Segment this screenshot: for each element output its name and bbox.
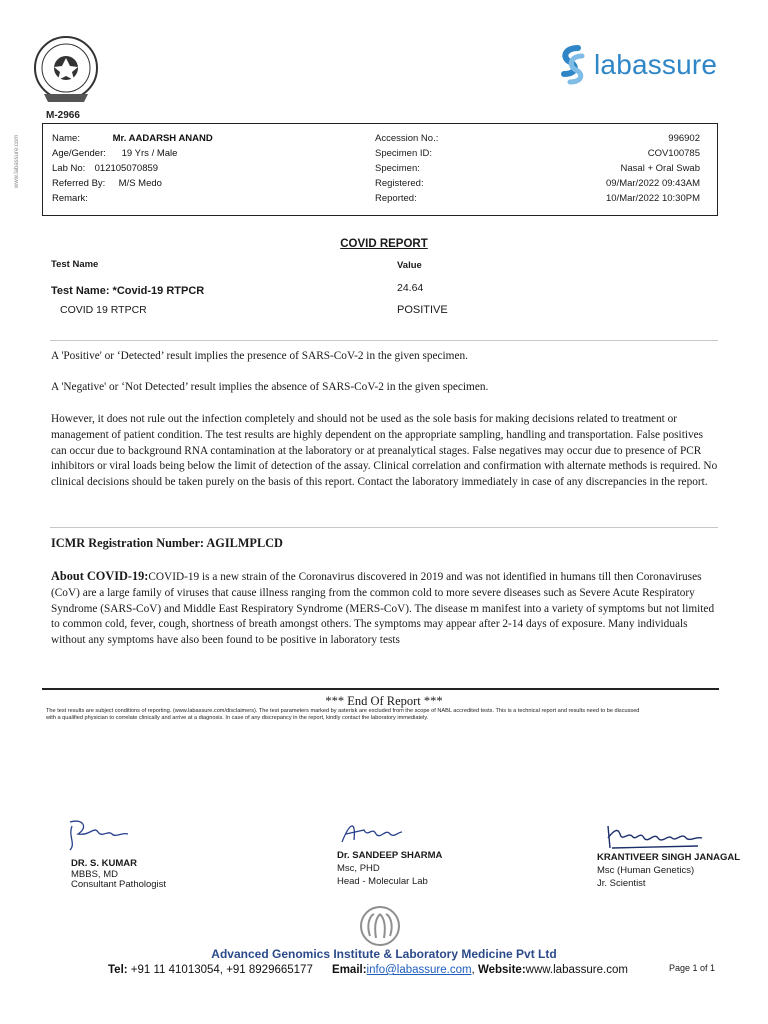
referred-by-row (52, 178, 162, 189)
website-label: Website: (477, 964, 526, 976)
about-covid (51, 569, 719, 649)
report-title: COVID REPORT (340, 238, 428, 250)
signatory-3-name: KRANTIVEER SINGH JANAGAL (597, 852, 741, 863)
signatory-2-qualification: Msc, PHD (337, 863, 380, 874)
end-of-report: *** End Of Report *** (325, 694, 443, 708)
signature-sharma (338, 818, 404, 848)
divider (50, 527, 718, 528)
page-number: Page 1 of 1 (669, 963, 716, 973)
email-label: Email: (332, 964, 367, 976)
age-gender-label: Age/Gender: (52, 148, 106, 159)
signatory-3-title: Jr. Scientist (597, 878, 646, 889)
footer-rule (42, 688, 719, 690)
lab-emblem-logo (354, 904, 406, 948)
patient-name-row (52, 133, 213, 144)
signatory-3-qualification: Msc (Human Genetics) (597, 865, 695, 876)
accession-label: Accession No.: (375, 133, 439, 144)
positive-note: A 'Positive' or ‘Detected’ result implies the presence of SARS-CoV-2 in the given specimen. (51, 350, 468, 362)
lab-no-row (52, 163, 158, 174)
tel-label: Tel: (108, 964, 128, 976)
specimen-id-label: Specimen ID: (375, 148, 433, 159)
specimen-value: Nasal + Oral Swab (620, 163, 700, 174)
nabl-code: M-2966 (46, 110, 80, 121)
specimen-label: Specimen: (375, 163, 420, 174)
website-link[interactable]: www.labassure.com (525, 964, 628, 976)
result-row-value: POSITIVE (397, 304, 448, 316)
signature-janagal (602, 820, 706, 852)
signatory-1-qualification: MBBS, MD (71, 869, 118, 880)
side-url: www.labassure.com (14, 134, 20, 188)
registered-value: 09/Mar/2022 09:43AM (605, 178, 700, 189)
specimen-id-value: COV100785 (647, 148, 700, 159)
name-value: Mr. AADARSH ANAND (112, 133, 213, 144)
registered-label: Registered: (375, 178, 424, 189)
age-gender-value: 19 Yrs / Male (121, 148, 178, 159)
labassure-logo-icon (556, 44, 588, 86)
brand-logo (556, 44, 717, 86)
referred-by-value: M/S Medo (118, 178, 162, 189)
disclaimer: The test results are subject conditions of reporting. (www.labassure.com/disclaimers). The test parameters marked by asterisk are excluded from the scope of NABL accredited tests. This is a technical report and results need to be discussed with a qualified physician to correlate clinically and arrive at a diagnosis. In case of any discrepancy in the report, kindly contact the laboratory immediately. (46, 708, 640, 722)
brand-name: labassure (594, 49, 718, 80)
col-test-name-header: Test Name (51, 259, 99, 270)
about-covid-text: COVID-19 is a new strain of the Coronavirus discovered in 2019 and was not identified in humans till then Coronaviruses (CoV) are a large family of viruses that cause illness ranging from the common cold to more severe diseases such as Severe Acute Respiratory Syndrome (SARS-CoV) and Middle East Respiratory Syndrome (MERS-CoV). The disease m manifest into a variety of symptoms but not limited to common cold, fever, cough, shortness of breath amongst others. The symptoms may appear after 2-14 days of exposure. Many individuals without any symptoms have also been found to be positive in laboratory tests (51, 571, 715, 647)
col-value-header: Value (397, 260, 422, 271)
accession-value: 996902 (668, 133, 700, 144)
lab-no-label: Lab No: (52, 163, 86, 174)
age-gender-row (52, 148, 177, 159)
remark-label: Remark: (52, 193, 88, 204)
reported-value: 10/Mar/2022 10:30PM (605, 193, 700, 204)
negative-note: A 'Negative' or ‘Not Detected’ result implies the absence of SARS-CoV-2 in the given specimen. (51, 381, 489, 393)
lab-no-value: 012105070859 (94, 163, 159, 174)
signatory-2-title: Head - Molecular Lab (337, 876, 428, 887)
tel-value: +91 11 41013054, +91 8929665177 (130, 964, 313, 976)
patient-info-box (42, 123, 718, 216)
contact-line: Tel: +91 11 41013054, +91 8929665177 Email:info@labassure.com, Website:www.labassure.com (108, 964, 628, 976)
referred-by-label: Referred By: (52, 178, 106, 189)
remark-row (52, 193, 113, 204)
divider (50, 340, 718, 341)
result-row-name: COVID 19 RTPCR (60, 304, 147, 316)
test-value: 24.64 (397, 282, 424, 294)
signature-kumar (64, 814, 134, 858)
email-link[interactable]: info@labassure.com (366, 964, 472, 976)
signatory-2-name: Dr. SANDEEP SHARMA (337, 850, 443, 861)
signatory-1-name: DR. S. KUMAR (71, 858, 137, 869)
name-label: Name: (52, 133, 80, 144)
nabl-seal-logo (30, 34, 102, 116)
reported-label: Reported: (375, 193, 417, 204)
lab-name: Advanced Genomics Institute & Laboratory Medicine Pvt Ltd (211, 947, 557, 961)
signatory-1-title: Consultant Pathologist (71, 879, 167, 890)
interpretation-note: However, it does not rule out the infection completely and should not be used as the sole basis for making decisions related to treatment or management of patient condition. The test results are highly dependent on the appropriate sampling, handling and transportation. False positives can occur due to background RNA contamination at the laboratory or at preanalytical stages. False negatives may occur due to presence of PCR inhibitors or viral loads being below the limit of detection of the assay. Clinical correlation and confirmation with alternate methods is required. No clinical decisions should be taken purely on the basis of this report. Contact the laboratory immediately in case of any discrepancies in the report. (51, 413, 718, 489)
icmr-registration: ICMR Registration Number: AGILMPLCD (51, 536, 283, 550)
about-covid-heading: About COVID-19: (51, 569, 149, 583)
test-name: Test Name: *Covid-19 RTPCR (51, 285, 205, 297)
